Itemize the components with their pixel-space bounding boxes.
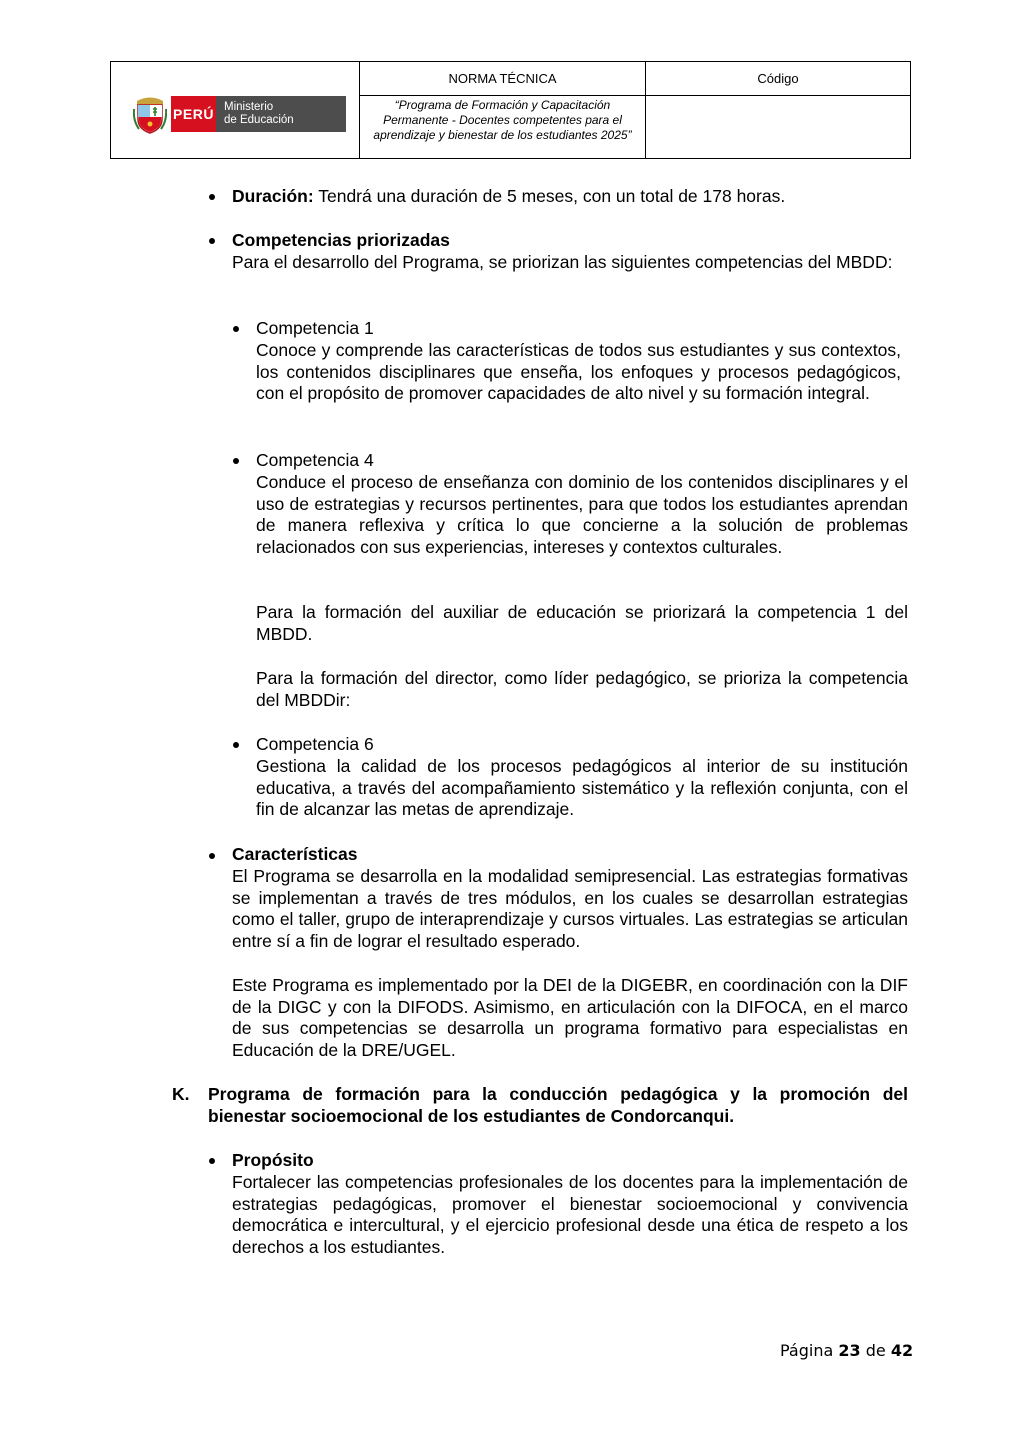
- bullet-icon: [209, 853, 215, 859]
- director-paragraph: Para la formación del director, como líder pedagógico, se prioriza la competencia del MBDDir:: [256, 668, 908, 710]
- program-title-cell: “Programa de Formación y Capacitación Permanente - Docentes competentes para el aprendizaje y bienestar de los estudiantes 2025”: [360, 96, 646, 158]
- competencia-1-title: Competencia 1: [256, 318, 374, 338]
- bullet-icon: [209, 238, 215, 244]
- bullet-icon: [209, 194, 215, 200]
- codigo-cell: Código: [646, 62, 910, 96]
- auxiliar-paragraph: Para la formación del auxiliar de educación se priorizará la competencia 1 del MBDD.: [256, 602, 908, 644]
- ministerio-line2: de Educación: [224, 114, 294, 126]
- total-pages: 42: [890, 1341, 914, 1360]
- duracion-label: Duración:: [232, 186, 314, 206]
- competencias-intro: Para el desarrollo del Programa, se priorizan las siguientes competencias del MBDD:: [232, 252, 893, 272]
- peru-coat-of-arms-icon: [133, 95, 167, 135]
- logo-cell: [111, 62, 360, 158]
- competencia-1-text: Conoce y comprende las características de todos sus estudiantes y sus contextos, los contenidos disciplinares que enseña, los enfoques y procesos pedagógicos, con el propósito de promover capacidades de alto nivel y su formación integral.: [256, 340, 901, 404]
- bullet-icon: [209, 1158, 215, 1164]
- current-page: 23: [838, 1341, 861, 1360]
- minedu-logo: [133, 92, 347, 136]
- bullet-icon: [233, 326, 239, 332]
- bullet-icon: [233, 742, 239, 748]
- header-table: [110, 61, 911, 159]
- section-k-title: Programa de formación para la conducción pedagógica y la promoción del bienestar socioemocional de los estudiantes de Condorcanqui.: [208, 1084, 908, 1126]
- competencias-heading: Competencias priorizadas: [232, 230, 450, 250]
- pagina-label: Página: [780, 1341, 834, 1360]
- duracion-text: Tendrá una duración de 5 meses, con un total de 178 horas.: [313, 186, 786, 206]
- bullet-icon: [233, 458, 239, 464]
- caracteristicas-heading: Características: [232, 844, 358, 864]
- ministerio-label: [216, 96, 346, 132]
- duracion-item: [232, 186, 908, 208]
- de-label: de: [865, 1341, 886, 1360]
- caracteristicas-paragraph-2: Este Programa es implementado por la DEI de la DIGEBR, en coordinación con la DIF de la DIGC y con la DIFODS. Asimismo, en articulación con la DIFOCA, en el marco de sus competencias se desarrolla un programa formativo para especialistas en Educación de la DRE/UGEL.: [232, 975, 908, 1060]
- proposito-heading: Propósito: [232, 1150, 314, 1170]
- proposito-text: Fortalecer las competencias profesionales de los docentes para la implementación de estrategias pedagógicas, promover el bienestar socioemocional y convivencia democrática e intercultural, y el ejercicio profesional desde una ética de respeto a los derechos a los estudiantes.: [232, 1172, 908, 1257]
- competencia-4-title: Competencia 4: [256, 450, 374, 470]
- competencia-6-title: Competencia 6: [256, 734, 374, 754]
- norma-tecnica-cell: NORMA TÉCNICA: [360, 62, 646, 96]
- codigo-value-cell: [646, 96, 910, 158]
- section-k-letter: K.: [172, 1084, 190, 1104]
- competencia-4-text: Conduce el proceso de enseñanza con dominio de los contenidos disciplinares y el uso de estrategias y recursos pertinentes, para que todos los estudiantes aprendan de manera reflexiva y crítica lo que concierne a la solución de problemas relacionados con sus experiencias, intereses y contextos culturales.: [256, 472, 908, 557]
- page-number: [780, 1341, 913, 1360]
- competencia-6-text: Gestiona la calidad de los procesos pedagógicos al interior de su institución educativa, a través del acompañamiento sistemático y la reflexión conjunta, con el fin de alcanzar las metas de aprendizaje.: [256, 756, 908, 820]
- caracteristicas-paragraph-1: El Programa se desarrolla en la modalidad semipresencial. Las estrategias formativas se implementan a través de tres módulos, en los cuales se desarrollan estrategias como el taller, grupo de interaprendizaje y cursos virtuales. Las estrategias se articulan entre sí a fin de lograr el resultado esperado.: [232, 866, 908, 951]
- peru-label: PERÚ: [171, 96, 216, 132]
- ministerio-line1: Ministerio: [224, 101, 274, 113]
